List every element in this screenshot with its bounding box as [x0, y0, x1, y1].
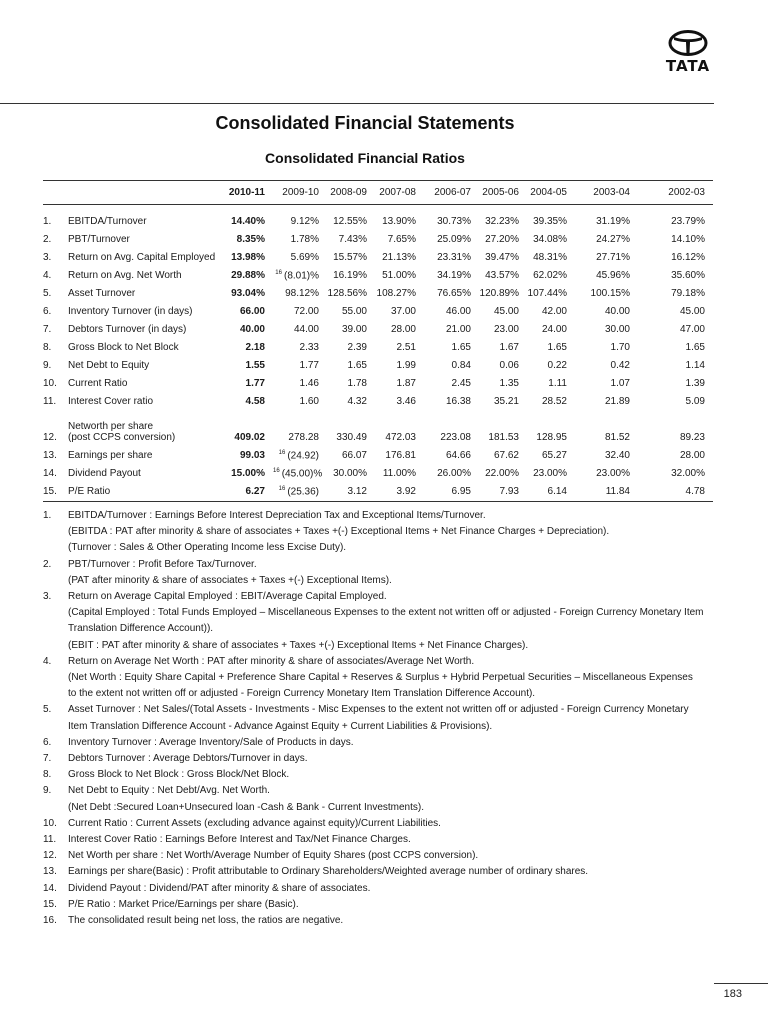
- footnote-text: EBITDA/Turnover : Earnings Before Interest Depreciation Tax and Exceptional Items/Turnover.: [68, 510, 486, 521]
- table-cell: 24.27%: [596, 234, 630, 245]
- header-blank: [43, 181, 68, 205]
- table-cell: 4.58: [245, 396, 265, 407]
- table-cell: 3.46: [396, 396, 416, 407]
- table-cell: 62.02%: [533, 270, 567, 281]
- footnote-text: (Capital Employed : Total Funds Employed – Miscellaneous Expenses to the extent not written off or adjusted - Foreign Currency Monetary Item: [68, 607, 704, 619]
- footnote-text: Interest Cover Ratio : Earnings Before Interest and Tax/Net Finance Charges.: [68, 834, 411, 846]
- table-cell: 46.00: [445, 306, 471, 317]
- table-cell: 4.32: [347, 396, 367, 407]
- row-label: Asset Turnover: [68, 288, 136, 299]
- footnote-text: Gross Block to Net Block : Gross Block/Net Block.: [68, 769, 290, 781]
- row-number: 6.: [43, 306, 52, 317]
- table-cell: 1.67: [499, 342, 519, 353]
- table-cell: 23.00%: [596, 468, 630, 479]
- footnote-item: [43, 702, 713, 734]
- row-label: Earnings per share: [68, 450, 153, 461]
- table-row: [43, 353, 713, 371]
- table-cell: 1.87: [396, 378, 416, 389]
- table-cell: 64.66: [445, 450, 471, 461]
- table-cell: 39.47%: [485, 252, 519, 263]
- table-cell: 39.00: [341, 324, 367, 335]
- footnote-item: [43, 848, 713, 864]
- table-cell: 93.04%: [231, 288, 265, 299]
- row-number: 9.: [43, 360, 52, 371]
- table-cell: [273, 443, 327, 461]
- footnote-number: 9.: [43, 785, 52, 797]
- table-cell: 16.12%: [671, 252, 705, 263]
- table-cell: 30.00%: [333, 468, 367, 479]
- table-cell: 1.11: [548, 378, 567, 389]
- column-header: 2005-06: [479, 181, 527, 205]
- footnote-number: 7.: [43, 753, 52, 765]
- table-row: [43, 245, 713, 263]
- row-label: [68, 407, 223, 443]
- table-cell: 2.39: [347, 342, 367, 353]
- table-cell: 6.95: [424, 479, 479, 502]
- row-label: Dividend Payout: [68, 468, 141, 479]
- table-cell: 16.38: [445, 396, 471, 407]
- table-cell: 28.52: [541, 396, 567, 407]
- table-cell: 23.31%: [437, 252, 471, 263]
- table-cell: 81.52: [604, 432, 630, 443]
- footnote-number: 2.: [43, 558, 52, 570]
- table-cell: 11.84: [575, 479, 638, 502]
- table-cell: [273, 263, 327, 281]
- row-label: Current Ratio: [68, 378, 128, 389]
- footer-rule: [714, 983, 768, 984]
- table-cell: 13.90%: [382, 216, 416, 227]
- row-label: Debtors Turnover (in days): [68, 324, 187, 335]
- table-cell: 2.33: [299, 342, 319, 353]
- table-cell: 32.40: [604, 450, 630, 461]
- table-body: [43, 205, 713, 502]
- table-cell: 51.00%: [382, 270, 416, 281]
- table-cell: 1.39: [685, 378, 705, 389]
- table-cell: 4.78: [638, 479, 713, 502]
- column-header: 2008-09: [327, 181, 375, 205]
- footnote-text: Item Translation Difference Account - Advance Against Equity + Current Liabilities & Provisions).: [68, 720, 493, 732]
- table-cell: 1.65: [547, 342, 567, 353]
- column-header: 2009-10: [273, 181, 327, 205]
- table-cell: 35.21: [493, 396, 519, 407]
- table-cell: 40.00: [239, 324, 265, 335]
- table-cell: 1.55: [245, 360, 265, 371]
- table-cell: 1.65: [685, 342, 705, 353]
- row-label-line: (post CCPS conversion): [68, 432, 176, 443]
- table-cell: 28.00: [390, 324, 416, 335]
- tata-logo: [662, 30, 714, 75]
- table-cell: 1.77: [245, 378, 265, 389]
- table-row: [43, 479, 713, 502]
- table-cell: 89.23: [679, 432, 705, 443]
- footnote-text: (Turnover : Sales & Other Operating Income less Excise Duty).: [68, 542, 347, 554]
- footnote-item: [43, 832, 713, 848]
- table-cell: 32.23%: [485, 216, 519, 227]
- table-header-row: [43, 181, 713, 205]
- footnote-number: 1.: [43, 510, 52, 521]
- table-cell: 39.35%: [533, 216, 567, 227]
- table-cell: 23.00%: [533, 468, 567, 479]
- footnote-item: [43, 816, 713, 832]
- row-label: Interest Cover ratio: [68, 396, 154, 407]
- page-number: 183: [723, 988, 742, 1000]
- table-cell: 21.89: [604, 396, 630, 407]
- column-header: 2006-07: [424, 181, 479, 205]
- table-cell: 6.27: [223, 479, 273, 502]
- column-header: 2010-11: [223, 181, 273, 205]
- footnote-item: [43, 589, 713, 654]
- tata-emblem-icon: [668, 30, 708, 56]
- table-row: [43, 281, 713, 299]
- footnote-text: Return on Average Capital Employed : EBIT/Average Capital Employed.: [68, 591, 387, 603]
- footnote-item: [43, 654, 713, 703]
- footnote-number: 3.: [43, 591, 52, 603]
- page-title: Consolidated Financial Statements: [215, 113, 515, 133]
- table-cell: 0.06: [499, 360, 519, 371]
- footnotes-list: [43, 508, 713, 929]
- table-cell: 107.44%: [527, 288, 567, 299]
- table-cell: 14.10%: [671, 234, 705, 245]
- table-cell: 409.02: [234, 432, 265, 443]
- table-cell: 1.70: [610, 342, 630, 353]
- table-cell: 5.09: [685, 396, 705, 407]
- row-number: 4.: [43, 270, 52, 281]
- table-cell: 45.00: [679, 306, 705, 317]
- table-cell: 0.22: [547, 360, 567, 371]
- table-cell: 99.03: [239, 450, 265, 461]
- table-cell: 176.81: [385, 450, 416, 461]
- cell-value: (8.01)%: [283, 270, 319, 281]
- table-cell: 1.35: [499, 378, 519, 389]
- footnote-text: Inventory Turnover : Average Inventory/Sale of Products in days.: [68, 736, 354, 748]
- row-number: 5.: [43, 288, 52, 299]
- table-cell: 30.00: [604, 324, 630, 335]
- table-cell: 0.42: [610, 360, 630, 371]
- table-cell: 27.20%: [485, 234, 519, 245]
- table-cell: 67.62: [493, 450, 519, 461]
- table-cell: 3.12: [327, 479, 375, 502]
- table-cell: 120.89%: [479, 288, 519, 299]
- table-cell: 6.14: [527, 479, 575, 502]
- row-label: Inventory Turnover (in days): [68, 306, 193, 317]
- row-label: PBT/Turnover: [68, 234, 130, 245]
- footnote-number: 8.: [43, 769, 52, 781]
- table-cell: 98.12%: [285, 288, 319, 299]
- table-cell: 31.19%: [596, 216, 630, 227]
- row-number: 2.: [43, 234, 52, 245]
- footnote-item: [43, 508, 713, 557]
- table-cell: 65.27: [541, 450, 567, 461]
- table-cell: 128.95: [536, 432, 567, 443]
- table-cell: 181.53: [488, 432, 519, 443]
- cell-value: (45.00)%: [281, 468, 323, 479]
- table-cell: 15.00%: [231, 468, 265, 479]
- footnote-text: Dividend Payout : Dividend/PAT after minority & share of associates.: [68, 882, 371, 894]
- column-header: 2002-03: [638, 181, 713, 205]
- table-cell: 14.40%: [231, 216, 265, 227]
- table-cell: 3.92: [375, 479, 424, 502]
- table-cell: 40.00: [604, 306, 630, 317]
- footnote-item: [43, 557, 713, 589]
- footnote-item: [43, 897, 713, 913]
- footnote-text: Current Ratio : Current Assets (excluding advance against equity)/Current Liabilities.: [68, 817, 441, 829]
- table-cell: 7.43%: [338, 234, 367, 245]
- footnote-text: P/E Ratio : Market Price/Earnings per share (Basic).: [68, 898, 299, 910]
- row-number: 7.: [43, 324, 52, 335]
- table-cell: 2.18: [245, 342, 265, 353]
- table-row: [43, 443, 713, 461]
- table-cell: 35.60%: [671, 270, 705, 281]
- ratios-table: [43, 180, 713, 502]
- table-cell: 66.00: [239, 306, 265, 317]
- footnote-marker: 16: [278, 485, 286, 492]
- row-label: Net Debt to Equity: [68, 360, 150, 371]
- table-cell: 1.60: [299, 396, 319, 407]
- footnote-text: PBT/Turnover : Profit Before Tax/Turnover.: [68, 558, 257, 570]
- row-number: 10.: [43, 378, 57, 389]
- table-cell: 47.00: [679, 324, 705, 335]
- table-cell: 1.14: [685, 360, 705, 371]
- table-cell: 79.18%: [671, 288, 705, 299]
- footnote-marker: 16: [275, 269, 282, 276]
- table-cell: 1.78%: [290, 234, 319, 245]
- column-header: 2007-08: [375, 181, 424, 205]
- footnote-text: Asset Turnover : Net Sales/(Total Assets - Investments - Misc Expenses to the extent not written off or adjusted - Foreign Currency Monetary: [68, 704, 689, 716]
- table-row: [43, 335, 713, 353]
- table-cell: 1.77: [299, 360, 319, 371]
- table-cell: 278.28: [288, 432, 319, 443]
- table-cell: 472.03: [385, 432, 416, 443]
- table-cell: 7.65%: [387, 234, 416, 245]
- row-number: 12.: [43, 432, 57, 443]
- header-rule: [0, 103, 714, 104]
- table-row: [43, 299, 713, 317]
- table-cell: 5.69%: [290, 252, 319, 263]
- footnote-text: (PAT after minority & share of associates + Taxes +(-) Exceptional Items).: [68, 574, 392, 586]
- footnote-number: 16.: [43, 915, 57, 927]
- table-row: [43, 263, 713, 281]
- column-header: 2003-04: [575, 181, 638, 205]
- footnote-text: (Net Worth : Equity Share Capital + Preference Share Capital + Reserves & Surplus + Hybrid Perpetual Securities – Miscellaneous Expenses: [68, 672, 693, 684]
- footnote-text: Net Worth per share : Net Worth/Average Number of Equity Shares (post CCPS conversion).: [68, 850, 479, 862]
- footnote-item: [43, 864, 713, 880]
- table-cell: 13.98%: [231, 252, 265, 263]
- table-cell: 44.00: [293, 324, 319, 335]
- footnote-text: The consolidated result being net loss, the ratios are negative.: [68, 915, 344, 927]
- table-row: [43, 371, 713, 389]
- table-cell: 66.07: [341, 450, 367, 461]
- cell-value: (25.36): [287, 486, 319, 497]
- footnote-number: 11.: [43, 834, 57, 846]
- table-cell: 16.19%: [333, 270, 367, 281]
- cell-value: (24.92): [287, 450, 319, 461]
- footnote-number: 14.: [43, 882, 57, 894]
- table-cell: 1.46: [299, 378, 319, 389]
- footnote-item: [43, 913, 713, 929]
- row-number: 3.: [43, 252, 52, 263]
- footnote-text: Return on Average Net Worth : PAT after minority & share of associates/Average Net Worth.: [68, 655, 475, 667]
- footnote-number: 10.: [43, 817, 57, 829]
- row-number: 13.: [43, 450, 57, 461]
- table-cell: 1.65: [347, 360, 367, 371]
- table-cell: 12.55%: [333, 216, 367, 227]
- footnote-item: [43, 751, 713, 767]
- table-cell: 27.71%: [596, 252, 630, 263]
- table-cell: 26.00%: [437, 468, 471, 479]
- table-cell: 43.57%: [485, 270, 519, 281]
- table-cell: 1.07: [610, 378, 630, 389]
- table-cell: 21.13%: [382, 252, 416, 263]
- table-cell: 23.00: [493, 324, 519, 335]
- row-label-line: Networth per share: [68, 421, 154, 432]
- footnote-item: [43, 735, 713, 751]
- table-cell: 72.00: [293, 306, 319, 317]
- table-cell: 32.00%: [671, 468, 705, 479]
- table-cell: [273, 461, 327, 479]
- table-cell: 7.93: [479, 479, 527, 502]
- footnote-text: Debtors Turnover : Average Debtors/Turnover in days.: [68, 753, 308, 765]
- footnote-text: to the extent not written off or adjusted - Foreign Currency Monetary Item Translation Difference Account).: [68, 688, 536, 700]
- table-cell: 34.08%: [533, 234, 567, 245]
- footnote-text: Translation Difference Account)).: [68, 623, 214, 635]
- footnote-marker: 16: [273, 467, 280, 474]
- table-cell: 0.84: [451, 360, 471, 371]
- table-cell: 42.00: [541, 306, 567, 317]
- table-cell: 330.49: [336, 432, 367, 443]
- footnote-text: (EBIT : PAT after minority & share of associates + Taxes +(-) Exceptional Items + Net Finance Charges).: [68, 639, 529, 651]
- footnote-item: [43, 767, 713, 783]
- table-cell: 48.31%: [533, 252, 567, 263]
- footnote-item: [43, 881, 713, 897]
- footnote-number: 13.: [43, 866, 57, 878]
- table-cell: 30.73%: [437, 216, 471, 227]
- row-number: 1.: [43, 216, 52, 227]
- table-cell: 45.96%: [596, 270, 630, 281]
- row-number: 11.: [43, 396, 57, 407]
- footnote-text: (Net Debt :Secured Loan+Unsecured loan -Cash & Bank - Current Investments).: [68, 801, 425, 813]
- page-subtitle: Consolidated Financial Ratios: [265, 150, 465, 166]
- footnote-number: 15.: [43, 898, 57, 910]
- table-cell: 37.00: [390, 306, 416, 317]
- row-number: 14.: [43, 468, 57, 479]
- table-cell: 76.65%: [437, 288, 471, 299]
- table-cell: 1.65: [451, 342, 471, 353]
- table-row: [43, 205, 713, 228]
- table-cell: 55.00: [341, 306, 367, 317]
- table-cell: 2.51: [396, 342, 416, 353]
- footnote-text: Earnings per share(Basic) : Profit attributable to Ordinary Shareholders/Weighted average number of ordinary shares.: [68, 866, 589, 878]
- table-row: [43, 227, 713, 245]
- table-cell: 29.88%: [231, 270, 265, 281]
- footnote-number: 12.: [43, 850, 57, 862]
- table-cell: 28.00: [679, 450, 705, 461]
- table-cell: 24.00: [541, 324, 567, 335]
- row-label: Gross Block to Net Block: [68, 342, 179, 353]
- footnote-number: 6.: [43, 736, 52, 748]
- table-cell: 2.45: [451, 378, 471, 389]
- table-cell: 21.00: [445, 324, 471, 335]
- table-cell: 11.00%: [382, 468, 416, 479]
- table-cell: 9.12%: [290, 216, 319, 227]
- footnote-item: [43, 783, 713, 815]
- table-row: [43, 317, 713, 335]
- footnote-marker: 16: [278, 449, 286, 456]
- row-label: EBITDA/Turnover: [68, 216, 147, 227]
- footnote-number: 4.: [43, 655, 52, 667]
- table-cell: 128.56%: [327, 288, 367, 299]
- footnote-text: Net Debt to Equity : Net Debt/Avg. Net Worth.: [68, 785, 270, 797]
- row-label: P/E Ratio: [68, 479, 223, 502]
- table-cell: 223.08: [440, 432, 471, 443]
- row-number: 8.: [43, 342, 52, 353]
- table-cell: 45.00: [493, 306, 519, 317]
- row-label: Return on Avg. Capital Employed: [68, 252, 216, 263]
- logo-wordmark: TATA: [665, 57, 711, 75]
- table-cell: 1.99: [396, 360, 416, 371]
- header-blank: [68, 181, 223, 205]
- table-row: [43, 389, 713, 407]
- column-header: 2004-05: [527, 181, 575, 205]
- table-cell: 8.35%: [236, 234, 265, 245]
- table-cell: 23.79%: [671, 216, 705, 227]
- table-cell: 108.27%: [376, 288, 416, 299]
- table-cell: 34.19%: [437, 270, 471, 281]
- table-row: [43, 407, 713, 443]
- table-cell: 100.15%: [590, 288, 630, 299]
- row-number: 15.: [43, 479, 68, 502]
- footnote-text: (EBITDA : PAT after minority & share of associates + Taxes +(-) Exceptional Items + Net Finance Charges + Depreciation).: [68, 526, 610, 538]
- table-cell: [273, 479, 327, 502]
- row-label: Return on Avg. Net Worth: [68, 270, 182, 281]
- table-cell: 1.78: [347, 378, 367, 389]
- footnote-number: 5.: [43, 704, 52, 716]
- table-cell: 22.00%: [485, 468, 519, 479]
- table-cell: 25.09%: [437, 234, 471, 245]
- table-row: [43, 461, 713, 479]
- table-cell: 15.57%: [333, 252, 367, 263]
